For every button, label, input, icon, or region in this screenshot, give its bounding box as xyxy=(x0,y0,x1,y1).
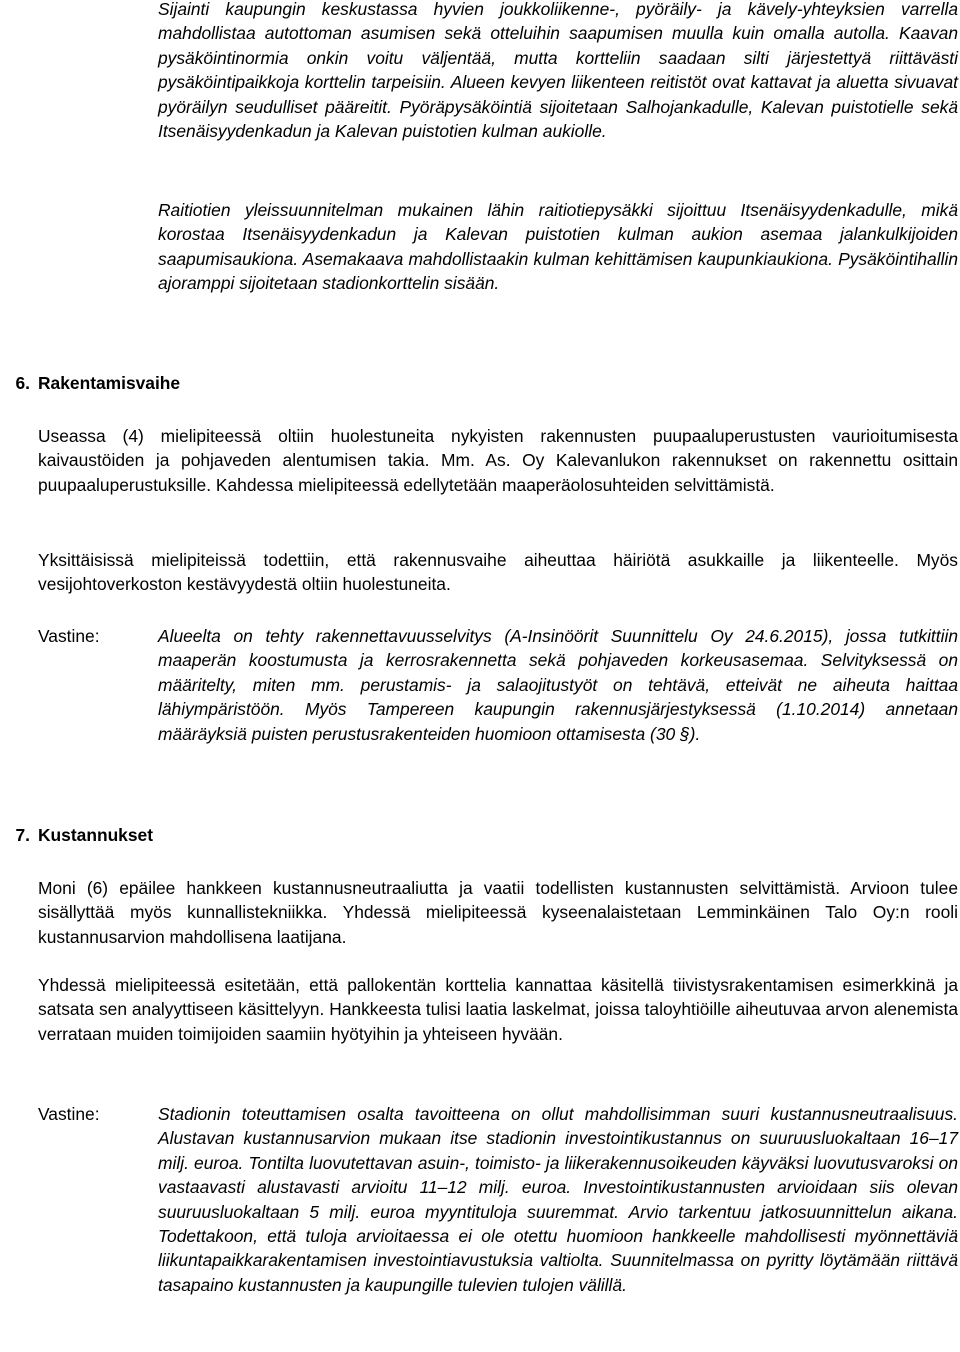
section-7-number: 7. xyxy=(15,825,30,845)
section-6-title: Rakentamisvaihe xyxy=(38,373,181,393)
section-7-paragraph-2: Yhdessä mielipiteessä esitetään, että pallokentän korttelia kannattaa käsitellä tiivistysrakentamisen esimerkkinä ja satsata sen analyyttiseen käsittelyyn. Hankkeesta tulisi laatia laskelmat, joissa taloyhtiöille aiheutuvaa arvon alenemista verrataan muiden toimijoiden saamiin hyötyihin ja yhteiseen hyvään. xyxy=(38,975,958,1044)
section-6-paragraph-2: Yksittäisissä mielipiteissä todettiin, että rakennusvaihe aiheuttaa häiriötä asukkaille ja liikenteelle. Myös vesijohtoverkoston kestävyydestä oltiin huolestuneita. xyxy=(38,550,958,595)
section-6-number: 6. xyxy=(15,373,30,393)
section-7-paragraph-1: Moni (6) epäilee hankkeen kustannusneutraaliutta ja vaatii todellisten kustannusten selvittämistä. Arvioon tulee sisällyttää myös kunnallistekniikka. Yhdessä mielipiteessä kyseenalaistetaan Lemminkäinen Talo Oy:n rooli kustannusarvion mahdollisena laatijana. xyxy=(38,878,958,947)
section-7-vastine-text: Stadionin toteuttamisen osalta tavoitteena on ollut mahdollisimman suuri kustannusneutraalisuus. Alustavan kustannusarvion mukaan itse stadionin investointikustannus on suuruusluokaltaan 16–17 milj. euroa. Tontilta luovutettavan asuin-, toimisto- ja liikerakennusoikeuden käyväksi luovutusvaroksi on vastaavasti alustavasti arvioitu 11–12 milj. euroa. Investointikustannusten arvioidaan siis olevan suuruusluokaltaan 5 milj. euroa myyntituloja suuremmat. Arvio tarkentuu jatkosuunnittelun aikana. Todettakoon, että tuloja arvioitaessa ei ole otettu huomioon hankkeelle mahdollisesti myönnettäviä liikuntapaikkarakentamisen investointiavustuksia valtiolta. Suunnitelmassa on pyritty löytämään riittävä tasapaino kustannusten ja kaupungille tulevien tulojen välillä. xyxy=(158,1104,958,1295)
section-6-vastine-text: Alueelta on tehty rakennettavuusselvitys (A-Insinöörit Suunnittelu Oy 24.6.2015), jossa tutkittiin maaperän koostumusta ja kerrosrakennetta sekä pohjaveden korkeusasemaa. Selvityksessä on määritelty, miten mm. perustamis- ja salaojitustyöt on tehtävä, etteivät ne aiheuta haittaa lähiympäristöön. Myös Tampereen kaupungin rakennusjärjestyksessä (1.10.2014) annetaan määräyksiä puisten perustusrakenteiden huomioon ottamisesta (30 §). xyxy=(158,626,958,744)
section-7-vastine-label: Vastine: xyxy=(38,1104,100,1124)
section-6-paragraph-1: Useassa (4) mielipiteessä oltiin huolestuneita nykyisten rakennusten puupaaluperustusten vaurioitumisesta kaivaustöiden ja pohjaveden alentumisen takia. Mm. As. Oy Kalevanlukon rakennukset on rakennettu osittain puupaaluperustuksille. Kahdessa mielipiteessä edellytetään maaperäolosuhteiden selvittämistä. xyxy=(38,426,958,495)
section-7-title: Kustannukset xyxy=(38,825,153,845)
section-6-vastine-label: Vastine: xyxy=(38,626,100,646)
tram-paragraph: Raitiotien yleissuunnitelman mukainen lähin raitiotiepysäkki sijoittuu Itsenäisyydenkadulle, mikä korostaa Itsenäisyydenkadun ja Kalevan puistotien kulman aukion asemaa jalankulkijoiden saapumisaukiona. Asemakaava mahdollistaakin kulman kehittämisen kaupunkiaukiona. Pysäköintihallin ajoramppi sijoitetaan stadionkorttelin sisään. xyxy=(158,200,958,294)
location-paragraph: Sijainti kaupungin keskustassa hyvien joukkoliikenne-, pyöräily- ja kävely-yhteyksien varrella mahdollistaa autottoman asumisen sekä otteluihin saapumisen muulla kuin omalla autolla. Kaavan pysäköintinormia onkin voitu väljentää, mutta kortteliin saadaan silti järjestettyä riittävästi pysäköintipaikkoja korttelin tarpeisiin. Alueen kevyen liikenteen reitistöt ovat kattavat ja aluetta sivuavat pyöräilyn seudulliset pääreitit. Pyöräpysäköintiä sijoitetaan Salhojankadulle, Kalevan puistotielle sekä Itsenäisyydenkadun ja Kalevan puistotien kulman aukiolle. xyxy=(158,0,958,142)
